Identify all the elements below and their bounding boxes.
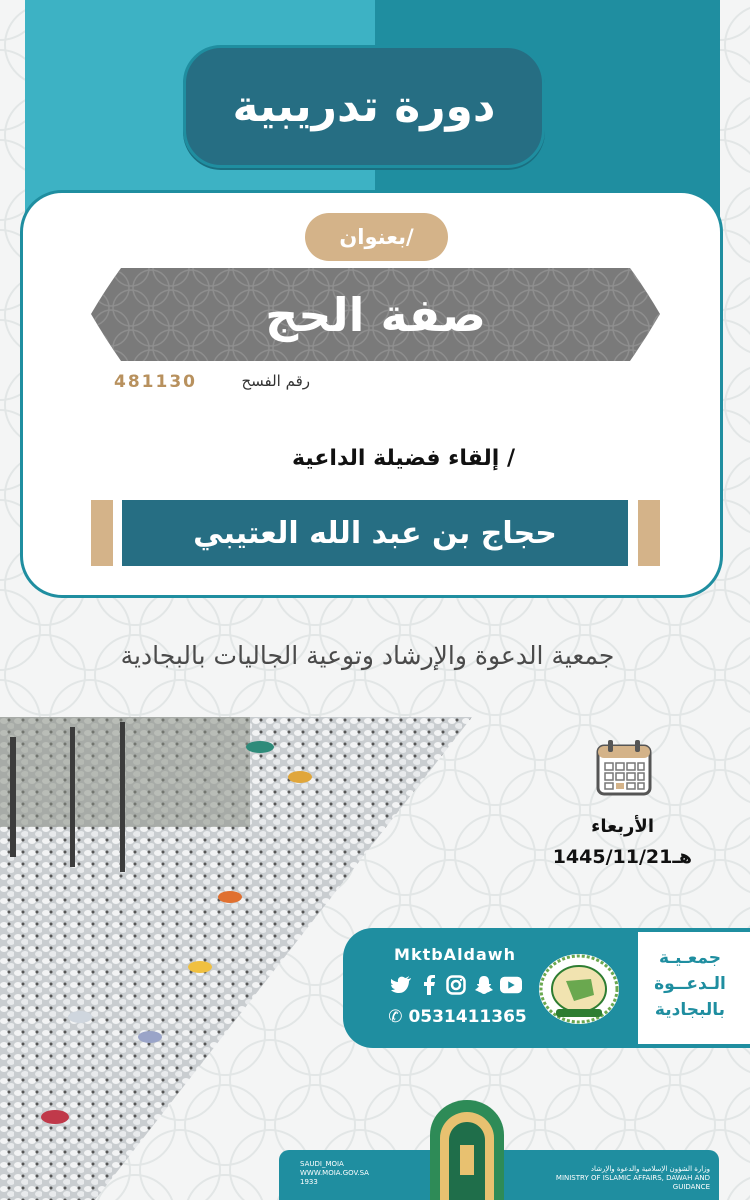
phone-value: 0531411365 — [408, 1007, 527, 1027]
ministry-name — [520, 1165, 710, 1192]
presenter-name: حجاج بن عبد الله العتيبي — [122, 500, 628, 566]
ministry-name-en: MINISTRY OF ISLAMIC AFFAIRS, DAWAH AND GUIDANCE — [555, 1174, 710, 1191]
permit-label: رقم الفسح — [241, 372, 310, 390]
calendar-icon — [594, 738, 654, 798]
presenter-label: إلقاء فضيلة الداعية / — [292, 446, 515, 471]
event-date: 1445/11/21هـ — [552, 846, 692, 868]
snapchat-icon[interactable] — [473, 974, 495, 996]
subject-label-pill — [305, 213, 448, 261]
title-banner — [183, 45, 545, 168]
twitter-icon[interactable] — [390, 974, 412, 996]
org-name-line-3: بالبجادية — [654, 1000, 726, 1020]
social-handle: MktbAldawh — [394, 945, 516, 964]
subject-title: صفة الحج — [265, 287, 486, 342]
footer-handle: SAUDI_MOIA — [300, 1160, 344, 1168]
subject-label: بعنوان/ — [339, 225, 414, 249]
page-title: دورة تدريبية — [232, 81, 496, 132]
org-calligraphy: جمعية الدعوة والإرشاد وتوعية الجاليات بالبجادية — [120, 641, 615, 670]
footer-hotline: 1933 — [300, 1178, 318, 1186]
ministry-web-info — [300, 1160, 410, 1187]
permit-number: 481130 — [114, 372, 197, 392]
youtube-icon[interactable] — [500, 974, 522, 996]
phone-number — [385, 1007, 530, 1027]
ministry-logo-icon — [422, 1100, 512, 1200]
footer-website: WWW.MOIA.GOV.SA — [300, 1169, 369, 1177]
event-day: الأربعاء — [591, 816, 654, 837]
facebook-icon[interactable] — [418, 974, 440, 996]
org-logo-icon — [536, 951, 622, 1027]
instagram-icon[interactable] — [445, 974, 467, 996]
org-name-line-1: جمعـيـة — [658, 948, 722, 968]
social-icons — [390, 970, 522, 1000]
whatsapp-icon: ✆ — [388, 1007, 403, 1027]
org-name-line-2: الـدعــوة — [654, 974, 726, 994]
name-accent-left — [91, 500, 113, 566]
org-name — [638, 945, 742, 1023]
ministry-name-ar: وزارة الشؤون الإسلامية والدعوة والإرشاد — [590, 1165, 710, 1173]
name-accent-right — [638, 500, 660, 566]
